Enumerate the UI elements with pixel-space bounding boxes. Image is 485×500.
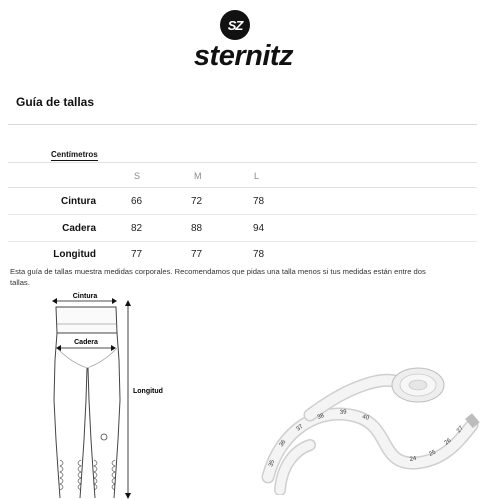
size-note: Esta guía de tallas muestra medidas corporales. Recomendamos que pidas una talla menos si tus medidas están entre dos tallas.: [10, 267, 426, 287]
tape-number: 39: [339, 409, 347, 416]
tape-number: 37: [295, 423, 305, 433]
divider: [8, 124, 477, 125]
page-title: Guía de tallas: [16, 95, 95, 109]
table-cell: 66: [131, 196, 143, 207]
table-cell: 77: [191, 249, 203, 260]
tape-number: 26: [443, 437, 453, 447]
table-divider: [8, 162, 477, 163]
units-label: Centímetros: [51, 150, 98, 159]
tape-roll: [392, 368, 444, 402]
table-cell: 88: [191, 223, 203, 234]
column-header-l: L: [254, 171, 260, 181]
tape-number: 27: [456, 425, 465, 435]
table-cell: 78: [253, 249, 265, 260]
row-divider: [8, 241, 477, 242]
tape-number: 24: [409, 455, 417, 463]
row-label-cintura: Cintura: [61, 196, 96, 207]
brand-logo: [176, 10, 311, 72]
tape-number: 35: [268, 459, 277, 468]
table-cell: 72: [191, 196, 203, 207]
row-label-longitud: Longitud: [53, 249, 96, 260]
column-header-m: M: [194, 171, 202, 181]
brand-name: sternitz: [193, 40, 294, 72]
column-header-s: S: [134, 171, 141, 181]
table-cell: 78: [253, 196, 265, 207]
tape-number: 40: [361, 414, 370, 422]
table-cell: 94: [253, 223, 265, 234]
length-label: Longitud: [133, 388, 163, 395]
waist-label: Cintura: [72, 293, 98, 300]
row-divider: [8, 214, 477, 215]
hip-label: Cadera: [74, 339, 98, 346]
row-label-cadera: Cadera: [62, 223, 96, 234]
tape-number: 36: [278, 439, 288, 449]
tape-number: 25: [428, 449, 437, 458]
brand-logo-mark: SZ: [220, 10, 250, 40]
leggings-outline: [54, 307, 120, 498]
measuring-tape-illustration: [250, 355, 480, 495]
table-cell: 77: [131, 249, 143, 260]
tape-number: 38: [316, 412, 325, 421]
length-arrow: [125, 300, 131, 499]
table-divider: [8, 187, 477, 188]
table-cell: 82: [131, 223, 143, 234]
